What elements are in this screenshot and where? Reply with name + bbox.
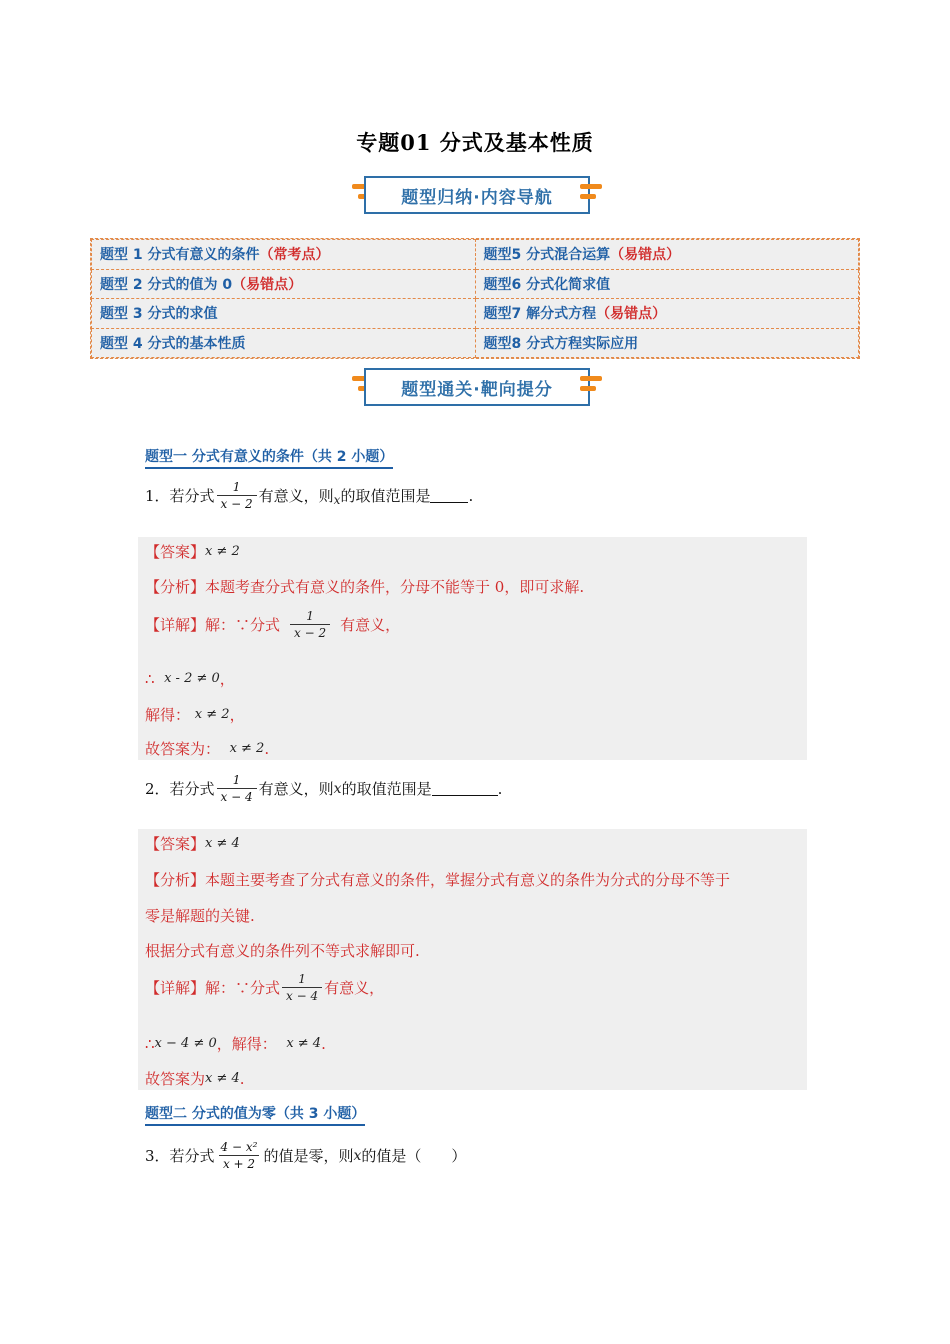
- step-line: 故答案为： x ≠ 2 .: [145, 739, 270, 758]
- toc-banner-label: 题型归纳·内容导航: [364, 176, 590, 214]
- answer-blank: [432, 782, 498, 796]
- practice-banner: [352, 367, 602, 407]
- step-line: ∴ x − 4 ≠ 0 ，解得： x ≠ 4 .: [145, 1034, 326, 1053]
- step-line: 故答案为 x ≠ 4 .: [145, 1069, 245, 1088]
- toc-item-1[interactable]: 题型 1 分式有意义的条件（常考点）: [92, 240, 476, 270]
- toc-item-6[interactable]: 题型6 分式化简求值: [475, 269, 859, 299]
- analysis-line: 【分析】本题考查分式有意义的条件，分母不能等于 0，即可求解.: [145, 578, 585, 596]
- question-2: 2．若分式 $\frac{1}{x - 4}$ 有意义，则 x 的取值范围是 .: [145, 773, 503, 804]
- analysis-line: 【分析】本题主要考查了分式有意义的条件，掌握分式有意义的条件为分式的分母不等于: [145, 871, 731, 889]
- equals-deco-icon: [580, 184, 602, 206]
- fraction: $\frac{\text{4 − x²}}{x + 2}$: [220, 1140, 258, 1171]
- toc-item-4[interactable]: 题型 4 分式的基本性质: [92, 328, 476, 358]
- step-line: 解得： x ≠ 2 ，: [145, 706, 245, 724]
- analysis-line: 零是解题的关键.: [145, 907, 255, 925]
- toc-table: [90, 238, 860, 359]
- fraction: $\frac{1}{x - 2}$: [217, 480, 257, 511]
- section-heading-1: 题型一 分式有意义的条件（共 2 小题）: [145, 446, 393, 469]
- fraction: $\frac{1}{x - 4}$: [217, 773, 257, 804]
- toc-item-5[interactable]: 题型5 分式混合运算（易错点）: [475, 240, 859, 270]
- answer-box-2: [138, 829, 807, 1090]
- toc-item-8[interactable]: 题型8 分式方程实际应用: [475, 328, 859, 358]
- equals-deco-icon: [580, 376, 602, 398]
- step-line: ∴ x - 2 ≠ 0 ，: [145, 669, 235, 688]
- question-3: 3．若分式 $\frac{\text{4 − x²}}{x + 2}$ 的值是零，则 x 的值是（ ）: [145, 1140, 467, 1171]
- section-heading-2: 题型二 分式的值为零（共 3 小题）: [145, 1103, 365, 1126]
- toc-item-7[interactable]: 题型7 解分式方程（易错点）: [475, 299, 859, 329]
- toc-banner: [352, 175, 602, 215]
- page-title: 专题01 分式及基本性质: [356, 130, 594, 155]
- detail-line: 【详解】解：∵分式 $\frac{1}{x - 2}$ 有意义，: [145, 609, 401, 640]
- question-1: 1．若分式 $\frac{1}{x - 2}$ 有意义，则 x 的取值范围是 .: [145, 480, 474, 511]
- detail-line: 【详解】解：∵分式 $\frac{1}{x - 4}$ 有意义，: [145, 972, 385, 1003]
- answer-blank: [430, 489, 468, 503]
- toc-item-2[interactable]: 题型 2 分式的值为 0（易错点）: [92, 269, 476, 299]
- fraction: $\frac{1}{x - 2}$: [290, 609, 330, 640]
- practice-banner-label: 题型通关·靶向提分: [364, 368, 590, 406]
- answer-box-1: [138, 537, 807, 760]
- answer-line: 【答案】 x ≠ 2: [145, 543, 240, 561]
- fraction: $\frac{1}{x - 4}$: [282, 972, 322, 1003]
- analysis-line: 根据分式有意义的条件列不等式求解即可.: [145, 942, 420, 960]
- toc-item-3[interactable]: 题型 3 分式的求值: [92, 299, 476, 329]
- answer-line: 【答案】 x ≠ 4: [145, 835, 240, 853]
